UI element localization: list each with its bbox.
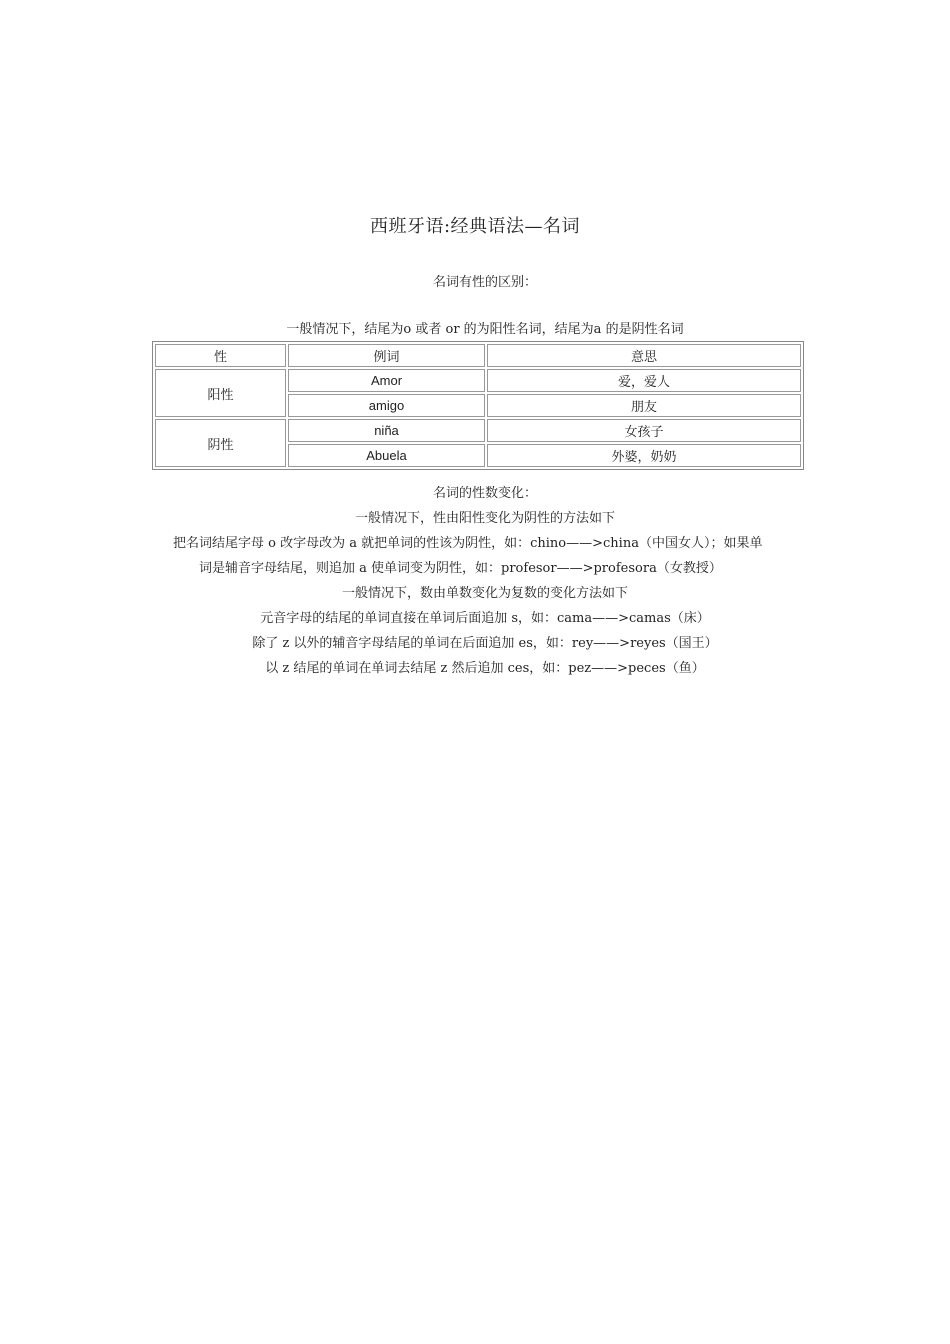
- meaning-cell: 外婆，奶奶: [487, 444, 801, 467]
- paragraph-line: 一般情况下，性由阳性变化为阴性的方法如下: [354, 511, 615, 526]
- paragraph-line: 把名词结尾字母 o 改字母改为 a 就把单词的性该为阴性，如：chino——>china（中国女人）；如果单: [173, 536, 763, 551]
- paragraph-line: 除了 z 以外的辅音字母结尾的单词在后面追加 es，如：rey——>reyes（国王）: [252, 636, 718, 651]
- noun-gender-table: [152, 341, 804, 470]
- gender-cell-masculine: 阳性: [155, 369, 286, 417]
- table-header-example: 例词: [288, 344, 485, 367]
- example-word-cell: amigo: [288, 394, 485, 417]
- section-heading-gender-number: 名词的性数变化：: [432, 486, 537, 501]
- table-header-meaning: 意思: [487, 344, 801, 367]
- gender-cell-feminine: 阴性: [155, 419, 286, 467]
- paragraph-line: 元音字母的结尾的单词直接在单词后面追加 s，如：cama——>camas（床）: [260, 611, 710, 626]
- section-heading-gender: 名词有性的区别：: [432, 275, 537, 290]
- example-word-cell: niña: [288, 419, 485, 442]
- example-word-cell: Amor: [288, 369, 485, 392]
- gender-rule-text: 一般情况下，结尾为o 或者 or 的为阳性名词，结尾为a 的是阴性名词: [286, 322, 684, 337]
- meaning-cell: 女孩子: [487, 419, 801, 442]
- table-header-row: [155, 344, 801, 367]
- paragraph-line: 一般情况下，数由单数变化为复数的变化方法如下: [341, 586, 628, 601]
- table-row: [155, 369, 801, 392]
- table-row: [155, 419, 801, 442]
- document-title: 西班牙语:经典语法—名词: [369, 216, 581, 237]
- example-word-cell: Abuela: [288, 444, 485, 467]
- table-header-gender: 性: [155, 344, 286, 367]
- paragraph-line: 词是辅音字母结尾，则追加 a 使单词变为阴性，如：profesor——>profesora（女教授）: [199, 561, 722, 576]
- meaning-cell: 朋友: [487, 394, 801, 417]
- paragraph-line: 以 z 结尾的单词在单词去结尾 z 然后追加 ces，如：pez——>peces（鱼）: [265, 661, 705, 676]
- meaning-cell: 爱，爱人: [487, 369, 801, 392]
